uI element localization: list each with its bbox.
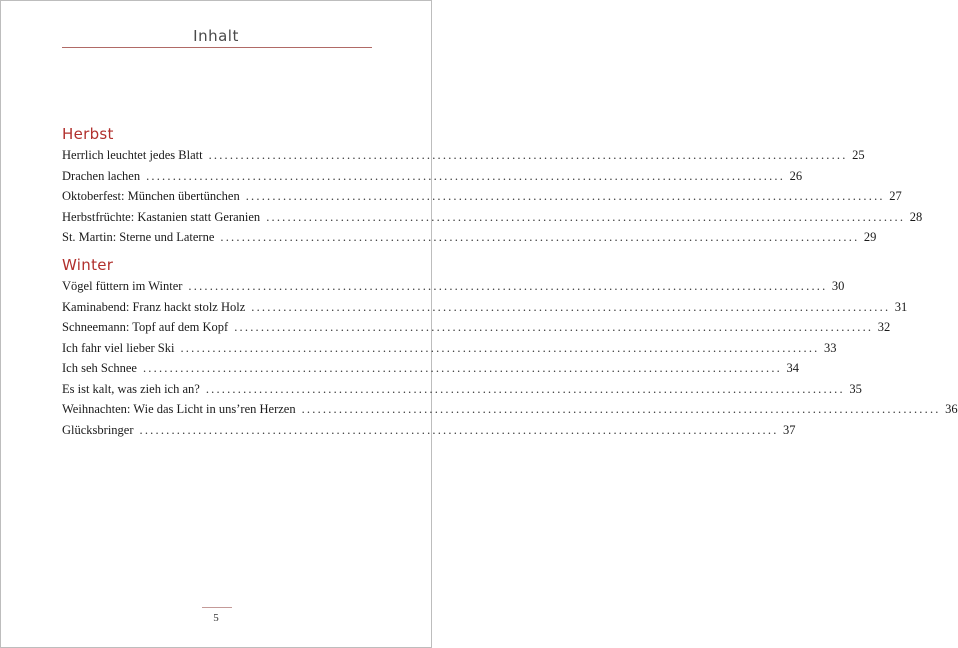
toc-entry[interactable] [62, 227, 877, 248]
dot-leader: ........................................................................................................................ [234, 320, 874, 334]
footer-divider [202, 607, 232, 608]
toc-entry-label: Oktoberfest: München übertünchen [62, 189, 240, 203]
toc-entry-label: Drachen lachen [62, 168, 141, 183]
toc-entry-page: 26 [789, 168, 803, 183]
section-title: Winter [62, 256, 114, 274]
header-divider [62, 47, 372, 48]
dot-leader: ........................................................................................................................ [266, 209, 906, 224]
dot-leader: ........................................................................................................................ [146, 168, 786, 183]
dot-leader: ........................................................................................................................ [301, 402, 941, 416]
toc-entry[interactable] [62, 145, 865, 166]
toc-entry-page: 27 [889, 189, 902, 203]
toc-entry-page: 33 [823, 340, 837, 355]
section-herbst [62, 123, 923, 248]
dot-leader: ........................................................................................................................ [205, 381, 845, 396]
toc-entry-label: Vögel füttern im Winter [62, 279, 183, 293]
toc-entry[interactable] [62, 207, 923, 228]
toc-entry-page: 37 [783, 422, 796, 437]
toc-entry-page: 30 [831, 279, 845, 293]
dot-leader: ........................................................................................................................ [180, 340, 820, 355]
toc-entry-label: St. Martin: Sterne und Laterne [62, 230, 215, 244]
toc-entry-label: Herrlich leuchtet jedes Blatt [62, 148, 203, 162]
toc-entry-page: 32 [877, 320, 891, 334]
dot-leader: ........................................................................................................................ [220, 230, 860, 244]
toc-entry[interactable] [62, 317, 891, 338]
toc-entry-label: Es ist kalt, was zieh ich an? [62, 381, 200, 396]
toc-entry-page: 28 [909, 209, 923, 224]
toc-entry[interactable] [62, 420, 796, 441]
toc-entry[interactable] [62, 399, 958, 420]
toc-entry-label: Glücksbringer [62, 422, 134, 437]
toc-entry-label: Schneemann: Topf auf dem Kopf [62, 320, 229, 334]
page-number: 5 [213, 612, 219, 624]
toc-entry[interactable] [62, 276, 845, 297]
dot-leader: ........................................................................................................................ [188, 279, 828, 293]
toc-entry-page: 29 [863, 230, 877, 244]
page-title: Inhalt [193, 27, 239, 45]
toc-entry[interactable] [62, 166, 803, 187]
toc-entry-page: 35 [849, 381, 862, 396]
dot-leader: ........................................................................................................................ [245, 189, 885, 203]
toc-entry-label: Herbstfrüchte: Kastanien statt Geranien [62, 209, 261, 224]
dot-leader: ........................................................................................................................ [208, 148, 848, 162]
toc-entry-label: Ich fahr viel lieber Ski [62, 340, 175, 355]
toc-entry[interactable] [62, 186, 902, 207]
section-winter [62, 254, 958, 440]
toc-entry-label: Kaminabend: Franz hackt stolz Holz [62, 299, 246, 314]
section-title: Herbst [62, 125, 114, 143]
toc-entry-page: 34 [786, 361, 799, 375]
toc-entry-page: 31 [894, 299, 908, 314]
toc-entry[interactable] [62, 297, 908, 318]
toc-entry[interactable] [62, 358, 799, 379]
toc-entry-page: 25 [852, 148, 865, 162]
toc-entry[interactable] [62, 338, 837, 359]
dot-leader: ........................................................................................................................ [251, 299, 891, 314]
toc-entry-label: Ich seh Schnee [62, 361, 137, 375]
toc-entry-page: 36 [945, 402, 958, 416]
toc-entry[interactable] [62, 379, 862, 400]
dot-leader: ........................................................................................................................ [139, 422, 779, 437]
toc-entry-label: Weihnachten: Wie das Licht in uns’ren Herzen [62, 402, 296, 416]
dot-leader: ........................................................................................................................ [142, 361, 782, 375]
